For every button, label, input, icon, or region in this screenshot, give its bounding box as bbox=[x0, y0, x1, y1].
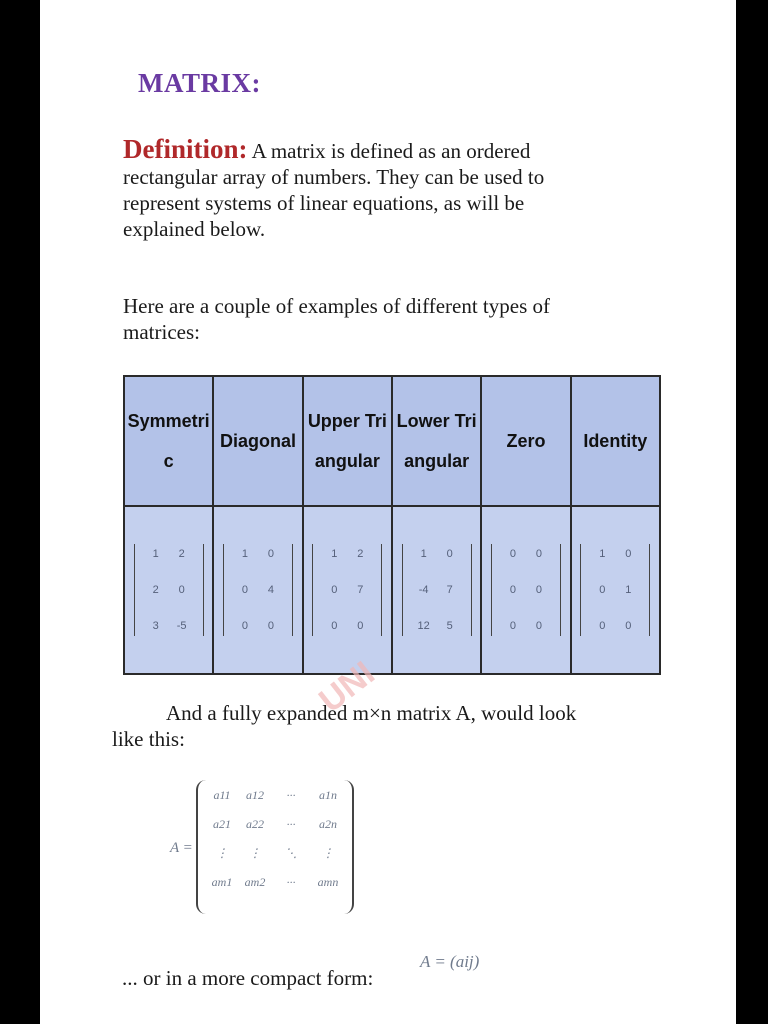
header-symmetric: Symmetric bbox=[124, 376, 213, 506]
expanded-paragraph bbox=[112, 700, 632, 752]
page-title: MATRIX: bbox=[138, 68, 261, 98]
matrix-example: 1 2 2 0 3 -5 bbox=[134, 544, 204, 636]
definition-label: Definition: bbox=[123, 134, 248, 164]
matrix-example: 0 0 0 0 0 0 bbox=[491, 544, 561, 636]
intro-paragraph: Here are a couple of examples of different types of matrices: bbox=[123, 294, 551, 344]
expanded-line-1: And a fully expanded m×n matrix A, would look bbox=[166, 701, 577, 725]
matrix-example: 1 0 0 4 0 0 bbox=[223, 544, 293, 636]
general-matrix-figure bbox=[170, 778, 380, 920]
header-upper-triangular: Upper Triangular bbox=[303, 376, 392, 506]
definition-text: A matrix is defined as an ordered rectangular array of numbers. They can be used to represent systems of linear equations, as will be explained below. bbox=[123, 139, 545, 241]
definition-paragraph bbox=[123, 136, 593, 242]
header-lower-triangular: Lower Triangular bbox=[392, 376, 481, 506]
header-identity: Identity bbox=[571, 376, 660, 506]
expanded-line-2: like this: bbox=[112, 727, 185, 751]
header-zero: Zero bbox=[481, 376, 570, 506]
cell-symmetric bbox=[124, 506, 213, 674]
matrix-example: 1 0 0 1 0 0 bbox=[580, 544, 650, 636]
matrix-example: 1 2 0 7 0 0 bbox=[312, 544, 382, 636]
cell-zero bbox=[481, 506, 570, 674]
table-header-row bbox=[124, 376, 660, 506]
watermark: UNI bbox=[312, 654, 382, 721]
table-row bbox=[124, 506, 660, 674]
document-page bbox=[40, 0, 736, 1024]
compact-form-formula: A = (aij) bbox=[420, 952, 480, 971]
matrix-types-table bbox=[123, 375, 661, 675]
cell-identity bbox=[571, 506, 660, 674]
matrix-example: 1 0 -4 7 12 5 bbox=[402, 544, 472, 636]
cell-upper-triangular bbox=[303, 506, 392, 674]
header-diagonal: Diagonal bbox=[213, 376, 302, 506]
matrix-label: A = bbox=[170, 840, 193, 856]
general-matrix-grid: a11 a12 ··· a1n a21 a22 ··· a2n ⋮ ⋮ ⋱ ⋮ am1 am2 ··· amn bbox=[211, 788, 339, 889]
cell-lower-triangular bbox=[392, 506, 481, 674]
compact-form-text: ... or in a more compact form: bbox=[122, 966, 374, 990]
cell-diagonal bbox=[213, 506, 302, 674]
